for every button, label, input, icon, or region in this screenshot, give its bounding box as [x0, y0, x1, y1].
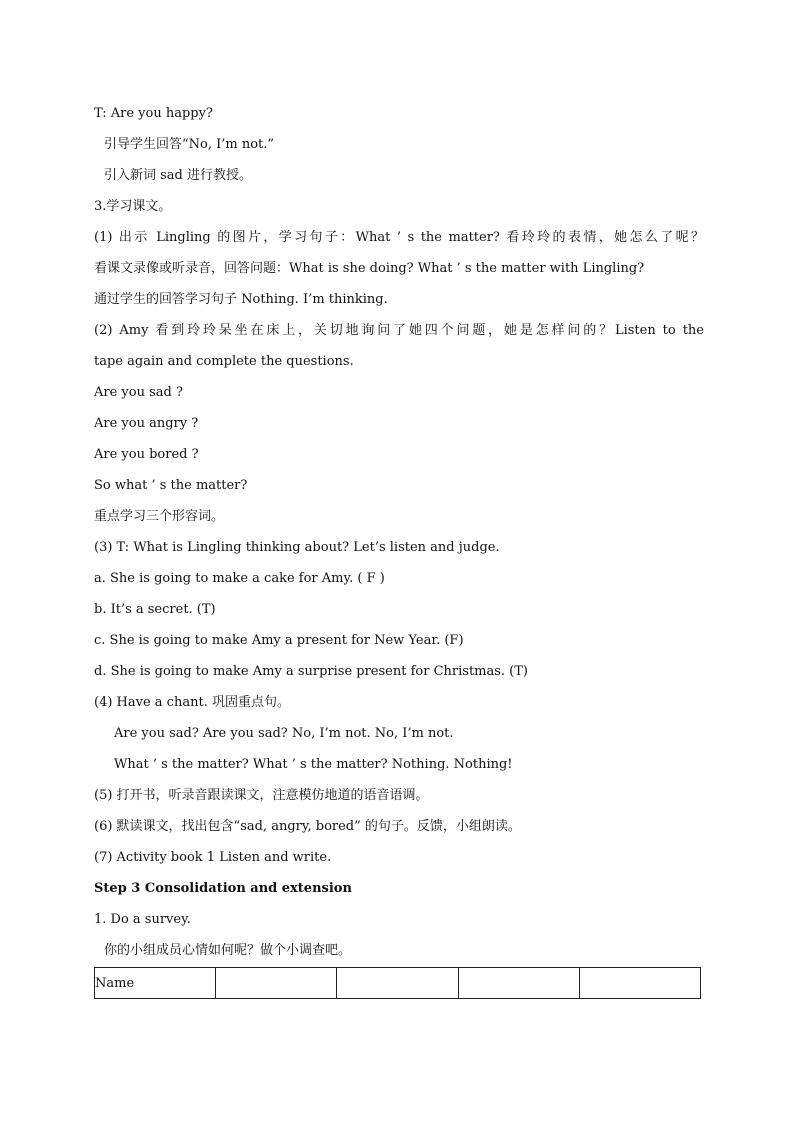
text-line: What ’ s the matter? What ’ s the matter? Nothing. Nothing! — [114, 757, 513, 772]
text-line: (5) 打开书，听录音跟读课文，注意模仿地道的语音语调。 — [94, 788, 429, 803]
table-cell — [458, 968, 579, 999]
text-line: (6) 默读课文，找出包含“sad, angry, bored” 的句子。反馈，小组朗读。 — [94, 819, 521, 834]
section-heading: Step 3 Consolidation and extension — [94, 881, 352, 896]
text-line: So what ’ s the matter? — [94, 478, 248, 493]
text-line: Are you angry ? — [94, 416, 199, 431]
text-line: Are you sad? Are you sad? No, I’m not. No, I’m not. — [114, 726, 454, 741]
text-line: (4) Have a chant. 巩固重点句。 — [94, 695, 290, 710]
table-cell — [579, 968, 700, 999]
table-cell-name-label: Name — [95, 968, 216, 999]
text-line: d. She is going to make Amy a surprise present for Christmas. (T) — [94, 664, 528, 679]
page-content — [94, 98, 704, 999]
text-line: (7) Activity book 1 Listen and write. — [94, 850, 332, 865]
text-line: Are you bored ? — [94, 447, 199, 462]
table-row — [95, 968, 701, 999]
text-line: b. It’s a secret. (T) — [94, 602, 216, 617]
table-cell — [216, 968, 337, 999]
text-line: tape again and complete the questions. — [94, 354, 354, 369]
text-line: c. She is going to make Amy a present for New Year. (F) — [94, 633, 464, 648]
text-line: a. She is going to make a cake for Amy. ( F ) — [94, 571, 385, 586]
table-cell — [337, 968, 458, 999]
text-line: T: Are you happy? — [94, 106, 213, 121]
survey-table — [94, 967, 701, 999]
text-line: 3.学习课文。 — [94, 199, 172, 214]
text-line: 通过学生的回答学习句子 Nothing. I’m thinking. — [94, 292, 388, 307]
text-line: 重点学习三个形容词。 — [94, 509, 225, 524]
text-line: 看课文录像或听录音，回答问题：What is she doing? What ’ s the matter with Lingling? — [94, 261, 645, 276]
text-line: 引导学生回答“No, I’m not.” — [104, 137, 275, 152]
text-line: (3) T: What is Lingling thinking about? Let’s listen and judge. — [94, 540, 500, 555]
text-line: 引入新词 sad 进行教授。 — [104, 168, 253, 183]
text-line: (1) 出示 Lingling 的图片，学习句子：What ’ s the matter? 看玲玲的表情，她怎么了呢？ — [94, 230, 704, 245]
text-line: 你的小组成员心情如何呢？做个小调查吧。 — [104, 943, 352, 958]
text-line: (2) Amy 看到玲玲呆坐在床上，关切地询问了她四个问题，她是怎样问的？Listen to the — [94, 323, 704, 338]
text-line: 1. Do a survey. — [94, 912, 191, 927]
text-line: Are you sad ? — [94, 385, 183, 400]
